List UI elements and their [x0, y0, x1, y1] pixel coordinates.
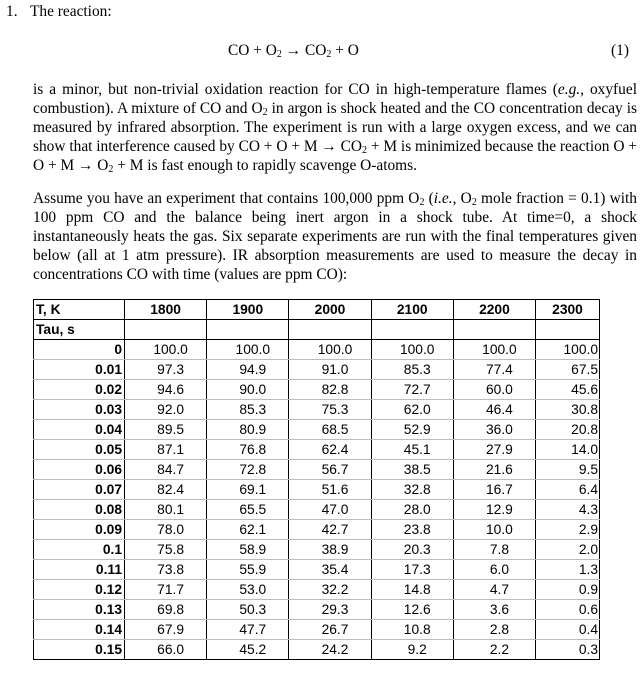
empty-cell: [289, 320, 371, 340]
co-ppm-cell: 100.0: [453, 340, 535, 360]
co-ppm-cell: 12.9: [453, 500, 535, 520]
co-ppm-cell: 38.5: [371, 460, 453, 480]
co-ppm-cell: 100.0: [289, 340, 371, 360]
problem-number: 1.: [6, 3, 18, 20]
p2-text-3: O: [456, 190, 472, 207]
co-ppm-cell: 45.1: [371, 440, 453, 460]
co-ppm-cell: 7.8: [453, 540, 535, 560]
equation-rhs-tail: + O: [331, 42, 359, 59]
co-ppm-cell: 100.0: [371, 340, 453, 360]
co-ppm-cell: 0.4: [536, 620, 600, 640]
p2-text-4: mole fraction = 0.1) with 100 ppm CO and the balance being inert argon in a shock tube. At time=0, a shock instantaneously heats the gas. Six separate experiments are run with the final temperatures given below (all at 1 atm pressure). IR absorption measurements are used to measure the decay in concentrations CO with time (values are ppm CO):: [33, 190, 637, 283]
co-ppm-cell: 6.4: [536, 480, 600, 500]
table-row: [34, 620, 600, 640]
co-ppm-cell: 1.3: [536, 560, 600, 580]
co-ppm-cell: 72.8: [207, 460, 289, 480]
equation-lhs-sub: 2: [276, 49, 282, 60]
equation-number: (1): [611, 42, 629, 59]
co-ppm-cell: 50.3: [207, 600, 289, 620]
tau-value: 0.01: [34, 360, 125, 380]
co-ppm-cell: 9.5: [536, 460, 600, 480]
temp-header: 1800: [125, 300, 207, 320]
co-ppm-cell: 32.8: [371, 480, 453, 500]
p1-sub-1: 2: [262, 107, 268, 118]
p2-sub-1: 2: [419, 197, 425, 208]
co-ppm-cell: 45.6: [536, 380, 600, 400]
co-ppm-cell: 77.4: [453, 360, 535, 380]
co-ppm-cell: 100.0: [207, 340, 289, 360]
arrow-icon: →: [281, 42, 305, 59]
co-ppm-cell: 27.9: [453, 440, 535, 460]
table-body: [34, 300, 600, 660]
temp-header: 2300: [536, 300, 600, 320]
co-ppm-cell: 87.1: [125, 440, 207, 460]
co-ppm-cell: 32.2: [289, 580, 371, 600]
co-ppm-cell: 73.8: [125, 560, 207, 580]
co-ppm-cell: 38.9: [289, 540, 371, 560]
tau-value: 0.08: [34, 500, 125, 520]
co-ppm-cell: 45.2: [207, 640, 289, 660]
co-ppm-cell: 24.2: [289, 640, 371, 660]
co-ppm-cell: 75.3: [289, 400, 371, 420]
tau-value: 0.05: [34, 440, 125, 460]
co-ppm-cell: 94.6: [125, 380, 207, 400]
co-ppm-cell: 2.8: [453, 620, 535, 640]
co-ppm-cell: 69.1: [207, 480, 289, 500]
tau-value: 0.15: [34, 640, 125, 660]
tau-value: 0.02: [34, 380, 125, 400]
co-ppm-cell: 0.3: [536, 640, 600, 660]
tau-value: 0.07: [34, 480, 125, 500]
co-ppm-cell: 23.8: [371, 520, 453, 540]
p2-sub-2: 2: [471, 197, 477, 208]
tau-value: 0.03: [34, 400, 125, 420]
table-row: [34, 480, 600, 500]
p1-text-4: + M is minimized because the reaction O + O + M → O: [33, 138, 637, 174]
co-ppm-cell: 17.3: [371, 560, 453, 580]
tau-value: 0.11: [34, 560, 125, 580]
table-row: [34, 360, 600, 380]
co-ppm-cell: 2.2: [453, 640, 535, 660]
tau-label: Tau, s: [34, 320, 125, 340]
co-ppm-cell: 80.9: [207, 420, 289, 440]
co-ppm-cell: 3.6: [453, 600, 535, 620]
co-ppm-cell: 16.7: [453, 480, 535, 500]
equation-lhs: CO + O: [228, 42, 277, 59]
co-ppm-cell: 6.0: [453, 560, 535, 580]
p1-text-5: + M is fast enough to rapidly scavenge O-atoms.: [113, 157, 417, 174]
co-ppm-cell: 68.5: [289, 420, 371, 440]
empty-cell: [207, 320, 289, 340]
co-ppm-cell: 2.9: [536, 520, 600, 540]
co-ppm-cell: 67.5: [536, 360, 600, 380]
temp-header: 1900: [207, 300, 289, 320]
co-ppm-cell: 0.6: [536, 600, 600, 620]
co-ppm-cell: 72.7: [371, 380, 453, 400]
co-ppm-cell: 69.8: [125, 600, 207, 620]
co-concentration-table: [33, 299, 600, 660]
co-ppm-cell: 14.0: [536, 440, 600, 460]
co-ppm-cell: 62.1: [207, 520, 289, 540]
co-ppm-cell: 20.8: [536, 420, 600, 440]
co-ppm-cell: 42.7: [289, 520, 371, 540]
tau-value: 0.14: [34, 620, 125, 640]
temp-header: 2100: [371, 300, 453, 320]
co-ppm-cell: 62.0: [371, 400, 453, 420]
co-ppm-cell: 51.6: [289, 480, 371, 500]
co-ppm-cell: 82.8: [289, 380, 371, 400]
co-ppm-cell: 56.7: [289, 460, 371, 480]
co-ppm-cell: 80.1: [125, 500, 207, 520]
empty-cell: [371, 320, 453, 340]
co-ppm-cell: 4.7: [453, 580, 535, 600]
co-ppm-cell: 30.8: [536, 400, 600, 420]
table-row: [34, 560, 600, 580]
problem-heading: [6, 3, 112, 21]
table-row: [34, 400, 600, 420]
co-ppm-cell: 60.0: [453, 380, 535, 400]
co-ppm-cell: 97.3: [125, 360, 207, 380]
paragraph-1: [33, 80, 637, 175]
problem-title: The reaction:: [30, 3, 112, 20]
table-row: [34, 540, 600, 560]
co-ppm-cell: 35.4: [289, 560, 371, 580]
co-ppm-cell: 78.0: [125, 520, 207, 540]
table-row: [34, 600, 600, 620]
co-ppm-cell: 12.6: [371, 600, 453, 620]
co-ppm-cell: 85.3: [207, 400, 289, 420]
tau-value: 0.1: [34, 540, 125, 560]
table-row: [34, 440, 600, 460]
co-ppm-cell: 26.7: [289, 620, 371, 640]
co-ppm-cell: 84.7: [125, 460, 207, 480]
equation-formula: [228, 42, 359, 60]
co-ppm-cell: 92.0: [125, 400, 207, 420]
p1-italic: e.g.,: [557, 81, 584, 98]
p1-text-3: in argon is shock heated and the CO concentration decay is measured by infrared absorption. The experiment is run with a large oxygen excess, and we can show that interference caused by CO + O + M → CO: [33, 100, 638, 155]
tau-value: 0.06: [34, 460, 125, 480]
co-ppm-cell: 46.4: [453, 400, 535, 420]
co-ppm-cell: 53.0: [207, 580, 289, 600]
co-ppm-cell: 65.5: [207, 500, 289, 520]
co-ppm-cell: 67.9: [125, 620, 207, 640]
co-ppm-cell: 2.0: [536, 540, 600, 560]
co-ppm-cell: 21.6: [453, 460, 535, 480]
tau-value: 0.09: [34, 520, 125, 540]
empty-cell: [453, 320, 535, 340]
co-ppm-cell: 89.5: [125, 420, 207, 440]
co-ppm-cell: 14.8: [371, 580, 453, 600]
p2-text-1: Assume you have an experiment that contains 100,000 ppm O: [33, 190, 420, 207]
co-ppm-cell: 94.9: [207, 360, 289, 380]
tau-value: 0: [34, 340, 125, 360]
co-ppm-cell: 66.0: [125, 640, 207, 660]
table-row: [34, 520, 600, 540]
co-ppm-cell: 62.4: [289, 440, 371, 460]
co-ppm-cell: 100.0: [536, 340, 600, 360]
empty-cell: [125, 320, 207, 340]
co-ppm-cell: 82.4: [125, 480, 207, 500]
tau-header-row: [34, 320, 600, 340]
p1-sub-2: 2: [362, 145, 367, 156]
reaction-equation: [0, 42, 641, 62]
p2-italic: i.e.,: [433, 190, 457, 207]
co-ppm-cell: 47.7: [207, 620, 289, 640]
co-ppm-cell: 71.7: [125, 580, 207, 600]
co-ppm-cell: 10.8: [371, 620, 453, 640]
paragraph-2: [33, 189, 637, 284]
co-ppm-cell: 29.3: [289, 600, 371, 620]
temp-header: 2000: [289, 300, 371, 320]
tau-value: 0.04: [34, 420, 125, 440]
co-ppm-cell: 76.8: [207, 440, 289, 460]
co-ppm-cell: 90.0: [207, 380, 289, 400]
p1-text-1: is a minor, but non-trivial oxidation reaction for CO in high-temperature flames (: [33, 81, 558, 98]
co-ppm-cell: 52.9: [371, 420, 453, 440]
temp-header: 2200: [453, 300, 535, 320]
table-row: [34, 640, 600, 660]
p1-sub-3: 2: [108, 164, 114, 175]
table-row: [34, 460, 600, 480]
tau-value: 0.13: [34, 600, 125, 620]
empty-cell: [536, 320, 600, 340]
co-ppm-cell: 91.0: [289, 360, 371, 380]
tau-value: 0.12: [34, 580, 125, 600]
table-row: [34, 500, 600, 520]
co-ppm-cell: 75.8: [125, 540, 207, 560]
co-ppm-cell: 28.0: [371, 500, 453, 520]
co-ppm-cell: 10.0: [453, 520, 535, 540]
header-row: [34, 300, 600, 320]
co-ppm-cell: 55.9: [207, 560, 289, 580]
table-row: [34, 580, 600, 600]
equation-rhs: CO: [304, 42, 327, 59]
table-row: [34, 420, 600, 440]
co-ppm-cell: 9.2: [371, 640, 453, 660]
co-ppm-cell: 58.9: [207, 540, 289, 560]
table-row: [34, 340, 600, 360]
co-ppm-cell: 100.0: [125, 340, 207, 360]
co-ppm-cell: 36.0: [453, 420, 535, 440]
p2-text-2: (: [424, 190, 434, 207]
equation-rhs-sub: 2: [326, 49, 332, 60]
p1-text-2: oxyfuel combustion). A mixture of CO and O: [33, 81, 637, 117]
table-row: [34, 380, 600, 400]
co-ppm-cell: 4.3: [536, 500, 600, 520]
corner-label: T, K: [34, 300, 125, 320]
co-ppm-cell: 0.9: [536, 580, 600, 600]
co-ppm-cell: 20.3: [371, 540, 453, 560]
co-ppm-cell: 85.3: [371, 360, 453, 380]
co-ppm-cell: 47.0: [289, 500, 371, 520]
